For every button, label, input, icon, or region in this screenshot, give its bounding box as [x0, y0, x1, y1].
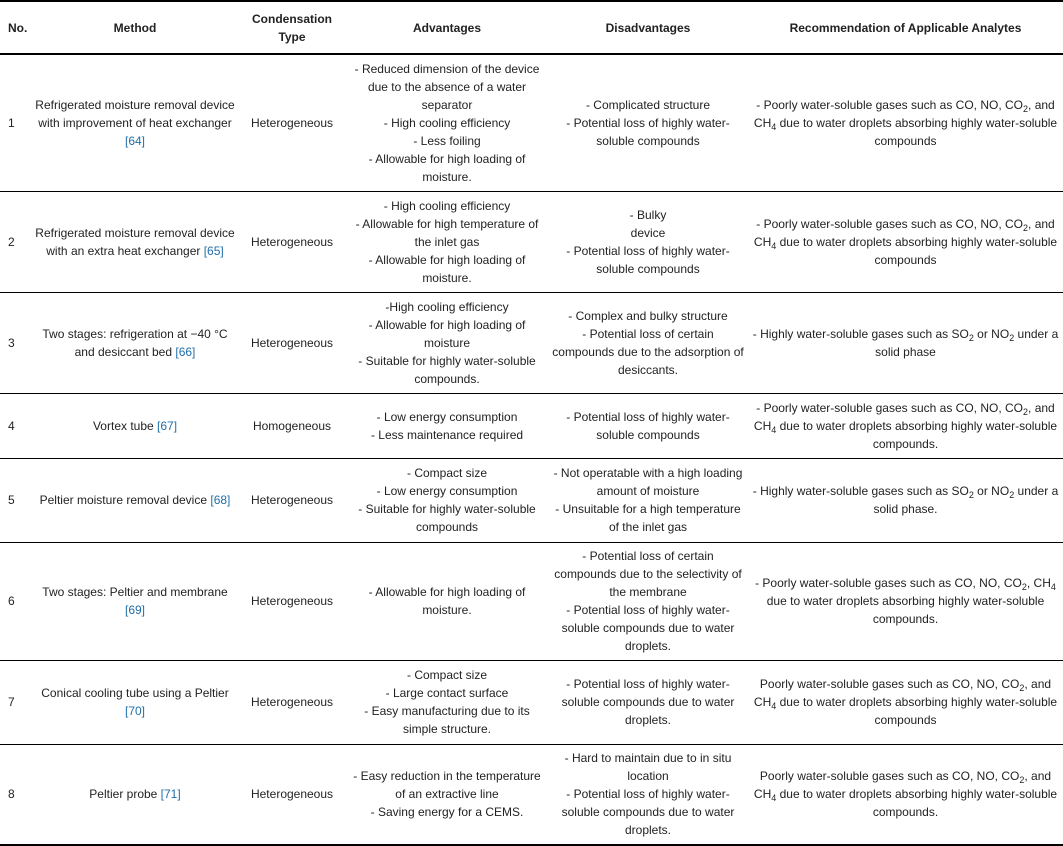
- table-row: [0, 542, 1063, 660]
- table-row: [0, 292, 1063, 393]
- rec-subscript: 2: [1019, 683, 1025, 693]
- rec-text: , and CH: [753, 677, 1052, 709]
- condensation-type: Homogeneous: [238, 393, 346, 458]
- reference-link[interactable]: [65]: [203, 243, 224, 258]
- advantages-cell: [346, 458, 548, 542]
- disadvantage-item: - Potential loss of certain compounds due to the adsorption of desiccants.: [552, 326, 744, 377]
- advantage-item: - Less maintenance required: [370, 427, 524, 442]
- rec-text: - Highly water-soluble gases such as SO: [752, 326, 969, 341]
- disadvantage-item: - Hard to maintain due to in situ location: [564, 751, 732, 784]
- advantages-cell: [346, 660, 548, 744]
- header-type-line2: Type: [278, 29, 306, 44]
- rec-text: due to water droplets absorbing highly water-soluble compounds: [776, 695, 1058, 727]
- advantages-cell: [346, 744, 548, 845]
- header-condensation-type: [238, 1, 346, 54]
- condensation-type: Heterogeneous: [238, 54, 346, 191]
- rec-subscript: 2: [968, 332, 974, 343]
- method-cell: [32, 660, 238, 744]
- method-text: Conical cooling tube using a Peltier: [41, 686, 229, 700]
- disadvantage-item: - Potential loss of highly water-soluble compounds: [566, 409, 730, 442]
- method-text: Two stages: Peltier and membrane: [42, 585, 228, 599]
- rec-text: or NO: [973, 326, 1010, 341]
- method-text: Peltier moisture removal device: [39, 493, 211, 507]
- advantage-item: - Compact size: [406, 466, 488, 480]
- disadvantages-cell: [548, 458, 748, 542]
- method-text: Refrigerated moisture removal device with improvement of heat exchanger: [35, 97, 235, 130]
- recommendation-cell: [748, 191, 1063, 292]
- advantage-item: - Large contact surface: [385, 686, 509, 700]
- rec-text: due to water droplets absorbing highly water-soluble compounds: [776, 115, 1058, 148]
- reference-link[interactable]: [68]: [210, 493, 231, 507]
- header-no: No.: [0, 1, 32, 54]
- condensation-type: Heterogeneous: [238, 458, 346, 542]
- rec-text: - Poorly water-soluble gases such as CO, NO, CO: [756, 216, 1024, 231]
- row-number: 6: [0, 542, 32, 660]
- reference-link[interactable]: [70]: [124, 704, 145, 718]
- table-row: [0, 191, 1063, 292]
- condensation-type: Heterogeneous: [238, 292, 346, 393]
- disadvantages-cell: [548, 542, 748, 660]
- rec-subscript: 4: [771, 121, 777, 132]
- header-recommendation: Recommendation of Applicable Analytes: [748, 1, 1063, 54]
- advantages-cell: [346, 191, 548, 292]
- advantage-item: - Less foiling: [413, 133, 481, 148]
- condensation-type: Heterogeneous: [238, 744, 346, 845]
- rec-text: due to water droplets absorbing highly water-soluble compounds.: [766, 594, 1045, 626]
- method-cell: [32, 542, 238, 660]
- rec-text: due to water droplets absorbing highly water-soluble compounds.: [776, 418, 1058, 451]
- advantage-item: - High cooling efficiency: [383, 115, 511, 130]
- rec-text: due to water droplets absorbing highly water-soluble compounds: [776, 234, 1058, 267]
- disadvantage-item: - Potential loss of highly water-soluble compounds due to water droplets.: [561, 677, 735, 727]
- condensation-type: Heterogeneous: [238, 542, 346, 660]
- reference-link[interactable]: [67]: [157, 418, 178, 433]
- disadvantage-item: - Potential loss of highly water-soluble compounds due to water droplets.: [561, 603, 735, 653]
- table-row: [0, 660, 1063, 744]
- advantage-item: - Compact size: [406, 668, 488, 682]
- advantage-item: - Suitable for highly water-soluble compounds.: [358, 353, 536, 386]
- recommendation-cell: [748, 54, 1063, 191]
- disadvantage-item: - Potential loss of highly water-soluble compounds: [566, 243, 730, 276]
- method-cell: [32, 458, 238, 542]
- method-text: Two stages: refrigeration at −40 °C and desiccant bed: [42, 326, 228, 359]
- disadvantage-item: - Complicated structure: [585, 97, 711, 112]
- reference-link[interactable]: [71]: [160, 787, 181, 802]
- reference-link[interactable]: [66]: [175, 344, 196, 359]
- rec-subscript: 2: [1023, 222, 1029, 233]
- advantage-item: - Reduced dimension of the device due to the absence of a water separator: [354, 61, 540, 112]
- header-advantages: Advantages: [346, 1, 548, 54]
- method-cell: [32, 292, 238, 393]
- rec-text: - Highly water-soluble gases such as SO: [752, 484, 969, 498]
- row-number: 2: [0, 191, 32, 292]
- reference-link[interactable]: [69]: [124, 603, 145, 617]
- disadvantages-cell: [548, 393, 748, 458]
- rec-text: due to water droplets absorbing highly water-soluble compounds.: [776, 787, 1058, 820]
- rec-text: , and CH: [753, 216, 1055, 249]
- advantage-item: - Allowable for high loading of moisture.: [368, 252, 526, 285]
- table-row: [0, 458, 1063, 542]
- disadvantages-cell: [548, 660, 748, 744]
- rec-text: - Poorly water-soluble gases such as CO, NO, CO: [755, 576, 1022, 590]
- recommendation-cell: [748, 542, 1063, 660]
- rec-text: , and CH: [753, 400, 1055, 433]
- rec-text: , and CH: [753, 769, 1052, 802]
- method-text: Refrigerated moisture removal device with an extra heat exchanger: [35, 225, 235, 258]
- row-number: 8: [0, 744, 32, 845]
- rec-subscript: 4: [771, 793, 777, 804]
- advantage-item: - Low energy consumption: [376, 484, 518, 498]
- recommendation-cell: [748, 393, 1063, 458]
- advantage-item: - Allowable for high temperature of the inlet gas: [355, 216, 539, 249]
- table-row: [0, 393, 1063, 458]
- disadvantage-item: - Unsuitable for a high temperature of the inlet gas: [555, 502, 741, 534]
- disadvantage-item: - Complex and bulky structure: [568, 308, 728, 323]
- method-cell: [32, 54, 238, 191]
- disadvantages-cell: [548, 191, 748, 292]
- condensation-type: Heterogeneous: [238, 191, 346, 292]
- method-text: Peltier probe: [89, 787, 161, 802]
- row-number: 7: [0, 660, 32, 744]
- rec-text: under a solid phase.: [873, 484, 1059, 516]
- recommendation-cell: [748, 292, 1063, 393]
- condensation-type: Heterogeneous: [238, 660, 346, 744]
- header-type-line1: Condensation: [252, 11, 332, 26]
- disadvantage-item: - Potential loss of certain compounds due to the selectivity of the membrane: [554, 549, 742, 599]
- rec-subscript: 2: [1023, 406, 1029, 417]
- method-text: Vortex tube: [92, 418, 158, 433]
- table-body: [0, 54, 1063, 845]
- rec-text: - Poorly water-soluble gases such as CO, NO, CO: [756, 97, 1024, 112]
- rec-subscript: 2: [1021, 582, 1027, 592]
- advantage-item: - Allowable for high loading of moisture.: [368, 585, 526, 617]
- row-number: 3: [0, 292, 32, 393]
- rec-text: under a solid phase: [875, 326, 1059, 359]
- table-row: [0, 744, 1063, 845]
- row-number: 4: [0, 393, 32, 458]
- method-cell: [32, 744, 238, 845]
- row-number: 1: [0, 54, 32, 191]
- disadvantages-cell: [548, 744, 748, 845]
- advantages-cell: [346, 292, 548, 393]
- advantage-item: - Low energy consumption: [376, 409, 518, 424]
- method-cell: [32, 191, 238, 292]
- recommendation-cell: [748, 660, 1063, 744]
- rec-text: Poorly water-soluble gases such as CO, NO, CO: [759, 677, 1020, 691]
- method-cell: [32, 393, 238, 458]
- advantages-cell: [346, 542, 548, 660]
- reference-link[interactable]: [64]: [124, 133, 145, 148]
- advantage-item: - Suitable for highly water-soluble compounds: [358, 502, 536, 534]
- advantage-item: - High cooling efficiency: [383, 198, 511, 213]
- advantage-item: - Easy manufacturing due to its simple structure.: [364, 704, 530, 736]
- advantages-cell: [346, 393, 548, 458]
- header-disadvantages: Disadvantages: [548, 1, 748, 54]
- disadvantage-item: device: [630, 225, 666, 240]
- recommendation-cell: [748, 458, 1063, 542]
- rec-text: - Poorly water-soluble gases such as CO, NO, CO: [756, 400, 1024, 415]
- advantage-item: - Easy reduction in the temperature of an extractive line: [353, 769, 541, 802]
- disadvantage-item: - Potential loss of highly water-soluble compounds due to water droplets.: [561, 787, 735, 838]
- rec-text: , and CH: [753, 97, 1055, 130]
- advantages-cell: [346, 54, 548, 191]
- recommendation-cell: [748, 744, 1063, 845]
- rec-text: or NO: [973, 484, 1010, 498]
- header-row: [0, 1, 1063, 54]
- rec-subscript: 2: [1009, 490, 1015, 500]
- rec-subscript: 4: [771, 424, 777, 435]
- disadvantages-cell: [548, 292, 748, 393]
- advantage-item: -High cooling efficiency: [385, 299, 509, 314]
- disadvantages-cell: [548, 54, 748, 191]
- rec-subscript: 2: [1019, 775, 1025, 786]
- header-method: Method: [32, 1, 238, 54]
- rec-subscript: 4: [771, 701, 777, 711]
- disadvantage-item: - Potential loss of highly water-soluble compounds: [566, 115, 730, 148]
- disadvantage-item: - Bulky: [629, 207, 667, 222]
- rec-subscript: 2: [1009, 332, 1015, 343]
- rec-subscript: 2: [1023, 103, 1029, 114]
- rec-subscript: 4: [771, 240, 777, 251]
- disadvantage-item: - Not operatable with a high loading amount of moisture: [553, 466, 743, 498]
- rec-text: , CH: [1026, 576, 1051, 590]
- rec-subscript: 2: [968, 490, 974, 500]
- rec-text: Poorly water-soluble gases such as CO, NO, CO: [759, 769, 1020, 784]
- rec-subscript: 4: [1050, 582, 1056, 592]
- table-row: [0, 54, 1063, 191]
- advantage-item: - Allowable for high loading of moisture.: [368, 151, 526, 184]
- row-number: 5: [0, 458, 32, 542]
- advantage-item: - Allowable for high loading of moisture: [368, 317, 526, 350]
- advantage-item: - Saving energy for a CEMS.: [370, 805, 524, 820]
